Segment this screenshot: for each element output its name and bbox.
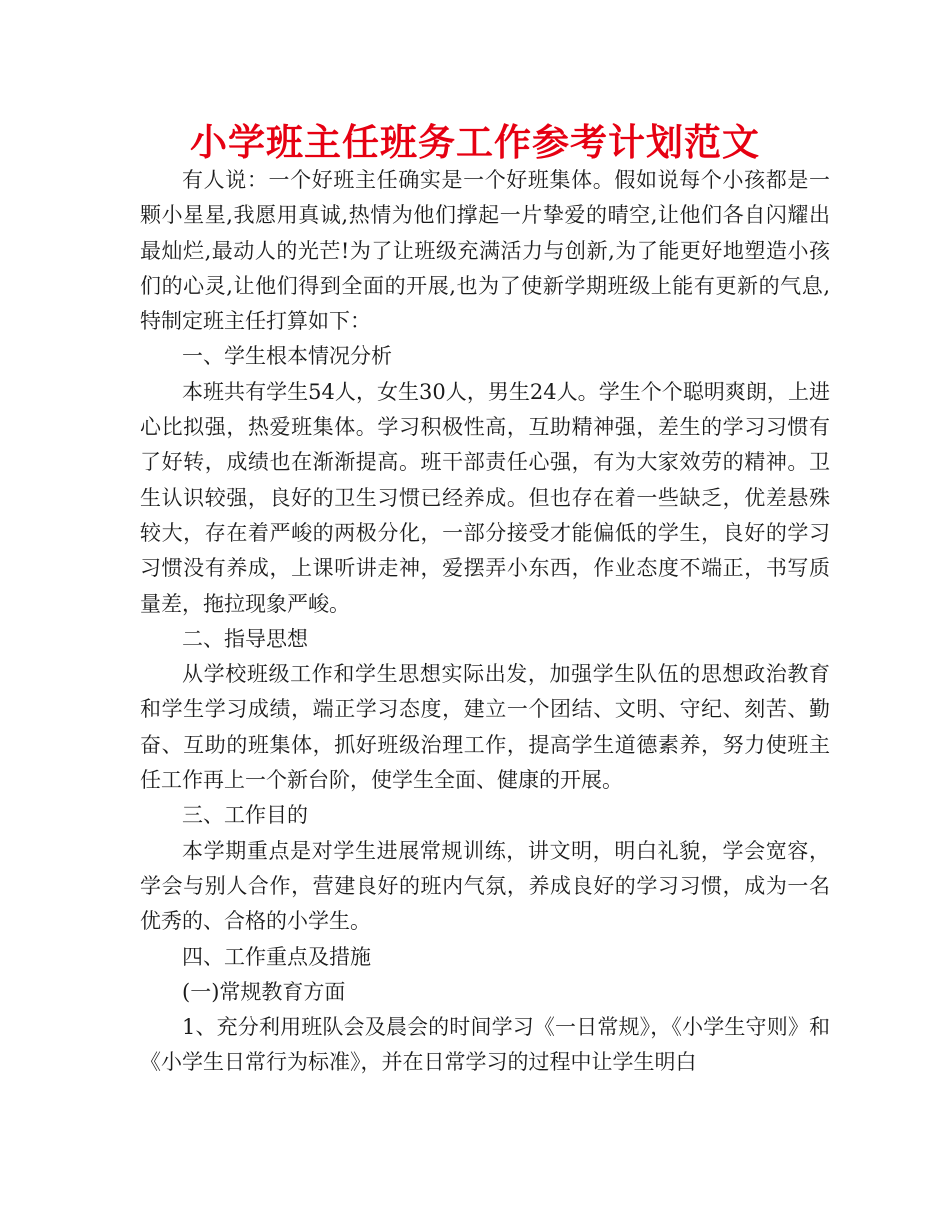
paragraph-measure-1: 1、充分利用班队会及晨会的时间学习《一日常规》，《小学生守则》和《小学生日常行为标准》，并在日常学习的过程中让学生明白 [140,1015,830,1075]
subsection-heading-routine-education: (一)常规教育方面 [182,979,346,1004]
paragraph-intro: 有人说：一个好班主任确实是一个好班集体。假如说每个小孩都是一颗小星星,我愿用真诚,热情为他们撑起一片挚爱的晴空,让他们各自闪耀出最灿烂,最动人的光芒!为了让班级充满活力与创新,为了能更好地塑造小孩们的心灵,让他们得到全面的开展,也为了使新学期班级上能有更新的气息,特制定班主任打算如下： [140,168,830,334]
section-heading-guiding-ideology: 二、指导思想 [182,626,308,651]
document-title: 小学班主任班务工作参考计划范文 [190,121,760,164]
section-heading-work-goals: 三、工作目的 [182,803,308,828]
document-body [140,163,830,1081]
paragraph-work-goals: 本学期重点是对学生进展常规训练，讲文明，明白礼貌，学会宽容，学会与别人合作，营建良好的班内气氛，养成良好的学习习惯，成为一名优秀的、合格的小学生。 [140,838,830,934]
paragraph-guiding-ideology: 从学校班级工作和学生思想实际出发，加强学生队伍的思想政治教育和学生学习成绩，端正学习态度，建立一个团结、文明、守纪、刻苦、勤奋、互助的班集体，抓好班级治理工作，提高学生道德素养，努力使班主任工作再上一个新台阶，使学生全面、健康的开展。 [140,662,830,793]
section-heading-key-measures: 四、工作重点及措施 [182,944,371,969]
paragraph-student-analysis: 本班共有学生54人，女生30人，男生24人。学生个个聪明爽朗，上进心比拟强，热爱班集体。学习积极性高，互助精神强，差生的学习习惯有了好转，成绩也在渐渐提高。班干部责任心强，有为大家效劳的精神。卫生认识较强，良好的卫生习惯已经养成。但也存在着一些缺乏，优差悬殊较大，存在着严峻的两极分化，一部分接受才能偏低的学生，良好的学习习惯没有养成，上课听讲走神，爱摆弄小东西，作业态度不端正，书写质量差，拖拉现象严峻。 [140,379,830,616]
section-heading-student-analysis: 一、学生根本情况分析 [182,344,392,369]
